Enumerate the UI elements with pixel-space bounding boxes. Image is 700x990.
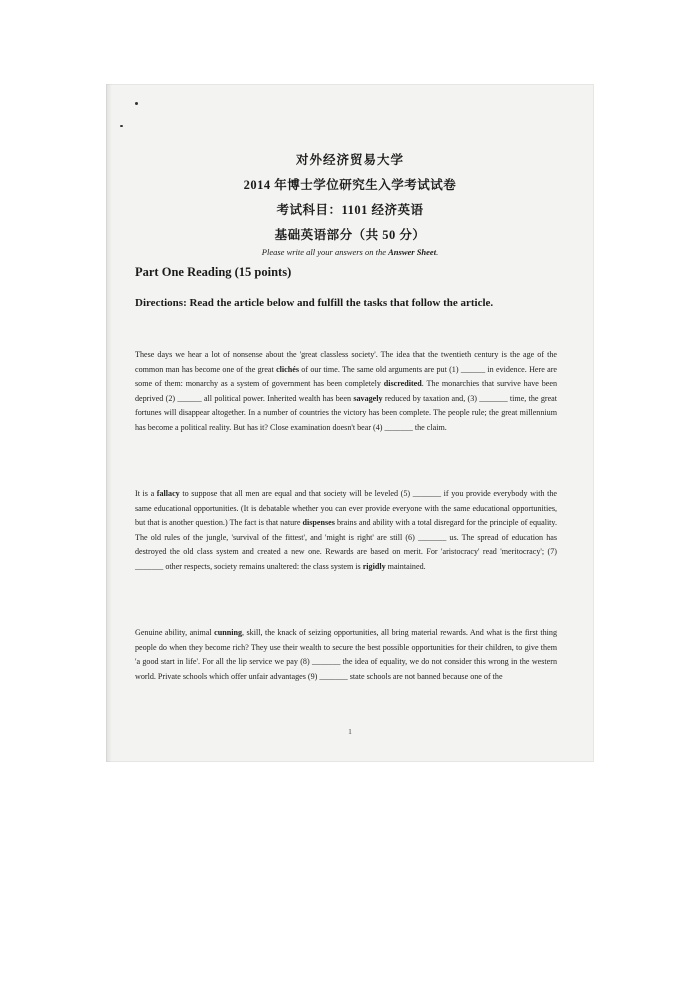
text-run: , skill, the knack of seizing opportunities, all bring material rewards. And what is the first thing people do when they become rich? They use their wealth to secure the best possible opportunities for their children, to give them 'a good start in life'. For all the lip service we pay (8) _______ the idea of equality, we do not consider this wrong in the western world. Private schools which offer unfair advantages (9) _______ state schools are not banned because one of the [135,628,558,681]
vocab-word: cunning [214,628,243,637]
text-run: to suppose that all men are equal and that society will be leveled (5) _______ if you provide everybody with the same educational opportunities. (It is debatable whether you can ever provide everyone with the same educational opportunities, but that is another question.) The fact is that nature [135,489,557,528]
paragraph-3 [135,626,557,684]
scanned-page [106,84,594,762]
text-run: maintained. [385,561,426,571]
section-title: 基础英语部分（共 50 分） [274,228,426,242]
scan-speck [135,102,138,105]
exam-title: 2014 年博士学位研究生入学考试试卷 [243,178,457,192]
text-run: . The monarchies that survive have been deprived (2) ______ all political power. Inherited wealth has been [135,379,557,403]
text-run: These days we hear a lot of nonsense about the 'great classless society'. The idea that the twentieth century is the age of the common man has become one of the great [135,350,557,374]
scan-speck [120,125,123,127]
vocab-word: fallacy [156,489,180,498]
text-run: brains and ability with a total disregard for the principle of equality. The old rules of the jungle, 'survival of the fittest', and 'might is right' are still (6) _______ us. The spread of education has destroyed the old class system and created a new one. Rewards are based on merit. For 'aristocracy' read 'meritocracy'; (7) _______ other respects, society remains unaltered: the class system is [135,518,557,571]
text-run: reduced by taxation and, (3) _______ time, the great fortunes will disappear altogether. In a number of countries the victory has been complete. The people rule; the great millennium has become a political reality. But has it? Close examination doesn't bear (4) _______ the claim. [135,393,558,432]
text-run: of our time. The same old arguments are put (1) ______ in evidence. Here are some of them: monarchy as a system of government has been completely [135,364,557,389]
text-run: Genuine ability, animal [135,628,215,637]
page-number: 1 [348,727,352,736]
vocab-word: clichés [276,364,300,374]
vocab-word: savagely [353,393,383,403]
answer-sheet-note [106,247,594,257]
paragraph-1 [135,348,557,436]
note-prefix: Please write all your answers on the [261,247,389,257]
part-title: Part One Reading (15 points) [135,265,292,279]
vocab-word: dispenses [302,518,335,528]
vocab-word: rigidly [362,561,386,571]
paragraph-2 [135,487,557,575]
exam-subject: 考试科目：1101 经济英语 [276,203,424,217]
text-run: It is a [135,489,157,498]
directions: Directions: Read the article below and fulfill the tasks that follow the article. [135,297,494,309]
note-suffix: . [436,247,439,257]
university-name: 对外经济贸易大学 [295,153,404,167]
vocab-word: discredited [383,379,422,389]
note-answer-sheet: Answer Sheet [388,247,437,257]
